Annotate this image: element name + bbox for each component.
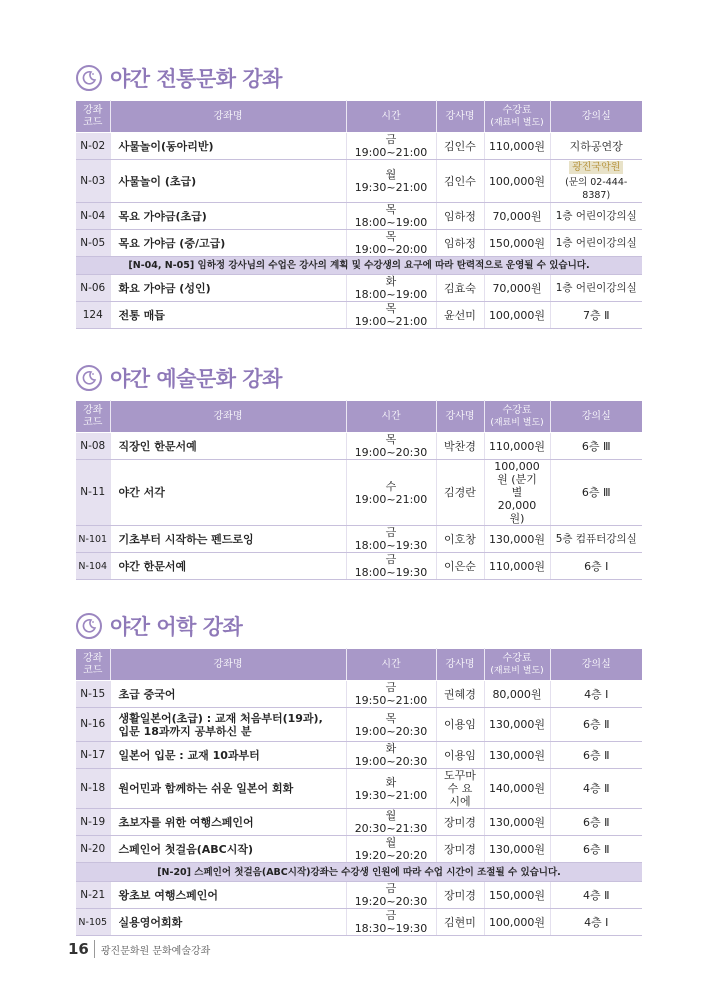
- section-header: [76, 360, 642, 396]
- course-teacher: 김효숙: [436, 275, 484, 302]
- course-teacher: 장미경: [436, 836, 484, 863]
- course-room: 6층 Ⅱ: [550, 836, 642, 863]
- course-code: N-06: [76, 275, 110, 302]
- course-time: 금 19:20~20:30: [346, 882, 436, 909]
- course-code: N-15: [76, 681, 110, 708]
- course-teacher: 박찬경: [436, 433, 484, 460]
- course-fee: 100,000원: [484, 302, 550, 329]
- course-code: N-104: [76, 553, 110, 580]
- course-fee: 110,000원: [484, 433, 550, 460]
- course-code: N-17: [76, 742, 110, 769]
- course-code: N-02: [76, 133, 110, 160]
- course-teacher: 임하정: [436, 203, 484, 230]
- course-fee: 110,000원: [484, 133, 550, 160]
- course-teacher: 김경란: [436, 460, 484, 526]
- course-room: 6층 Ⅱ: [550, 809, 642, 836]
- course-room: 4층 Ⅱ: [550, 769, 642, 809]
- table-row: [76, 708, 642, 742]
- course-code: N-11: [76, 460, 110, 526]
- course-name: 사물놀이(동아리반): [110, 133, 346, 160]
- course-time: 목 19:00~20:00: [346, 230, 436, 257]
- table-row: [76, 836, 642, 863]
- header-time: 시간: [346, 401, 436, 433]
- moon-icon: [76, 65, 102, 91]
- header-teacher: 강사명: [436, 101, 484, 133]
- course-code: 124: [76, 302, 110, 329]
- course-fee: 70,000원: [484, 275, 550, 302]
- header-time: 시간: [346, 101, 436, 133]
- course-time: 화 19:00~20:30: [346, 742, 436, 769]
- course-name: 사물놀이 (초급): [110, 160, 346, 203]
- table-row: [76, 160, 642, 203]
- course-name: 실용영어회화: [110, 909, 346, 936]
- course-table: [76, 648, 642, 936]
- course-table: [76, 100, 642, 329]
- course-time: 금 19:00~21:00: [346, 133, 436, 160]
- table-row: [76, 133, 642, 160]
- course-name: 초보자를 위한 여행스페인어: [110, 809, 346, 836]
- course-code: N-18: [76, 769, 110, 809]
- header-fee: 수강료 (재료비 별도): [484, 649, 550, 681]
- course-code: N-21: [76, 882, 110, 909]
- note-text: [N-20] 스페인어 첫걸음(ABC시작)강좌는 수강생 인원에 따라 수업 시간이 조절될 수 있습니다.: [76, 863, 642, 882]
- course-time: 금 18:30~19:30: [346, 909, 436, 936]
- course-teacher: 장미경: [436, 882, 484, 909]
- section-title: 야간 예술문화 강좌: [110, 367, 282, 391]
- table-row: [76, 681, 642, 708]
- note-row: [76, 257, 642, 275]
- header-room: 강의실: [550, 649, 642, 681]
- course-time: 금 19:50~21:00: [346, 681, 436, 708]
- course-time: 목 18:00~19:00: [346, 203, 436, 230]
- course-room: 1층 어린이강의실: [550, 203, 642, 230]
- section-traditional: [76, 60, 642, 329]
- header-fee: 수강료 (재료비 별도): [484, 101, 550, 133]
- table-row: [76, 230, 642, 257]
- course-room: 4층 Ⅰ: [550, 909, 642, 936]
- course-teacher: 김인수: [436, 133, 484, 160]
- header-name: 강좌명: [110, 401, 346, 433]
- course-teacher: 장미경: [436, 809, 484, 836]
- course-fee: 70,000원: [484, 203, 550, 230]
- course-code: N-04: [76, 203, 110, 230]
- course-code: N-19: [76, 809, 110, 836]
- course-name: 직장인 한문서예: [110, 433, 346, 460]
- course-teacher: 김인수: [436, 160, 484, 203]
- course-teacher: 권혜경: [436, 681, 484, 708]
- course-code: N-20: [76, 836, 110, 863]
- course-teacher: 윤선미: [436, 302, 484, 329]
- header-room: 강의실: [550, 401, 642, 433]
- course-name: 일본어 입문 : 교재 10과부터: [110, 742, 346, 769]
- course-time: 수 19:00~21:00: [346, 460, 436, 526]
- course-code: N-08: [76, 433, 110, 460]
- table-row: [76, 909, 642, 936]
- note-row: [76, 863, 642, 882]
- course-fee: 130,000원: [484, 809, 550, 836]
- course-teacher: 이용임: [436, 708, 484, 742]
- course-name: 야간 한문서예: [110, 553, 346, 580]
- room-phone: (문의 02-444-8387): [565, 177, 628, 201]
- course-time: 화 18:00~19:00: [346, 275, 436, 302]
- section-language: [76, 608, 642, 936]
- course-teacher: 이용임: [436, 742, 484, 769]
- course-fee: 100,000원: [484, 909, 550, 936]
- course-teacher: 이호창: [436, 526, 484, 553]
- header-time: 시간: [346, 649, 436, 681]
- course-room: 지하공연장: [550, 133, 642, 160]
- section-header: [76, 60, 642, 96]
- page-number: 16: [68, 940, 95, 958]
- course-fee: 150,000원: [484, 882, 550, 909]
- course-fee: 150,000원: [484, 230, 550, 257]
- header-code: 강좌 코드: [76, 649, 110, 681]
- course-fee: 130,000원: [484, 836, 550, 863]
- header-name: 강좌명: [110, 649, 346, 681]
- course-code: N-03: [76, 160, 110, 203]
- course-code: N-101: [76, 526, 110, 553]
- header-fee: 수강료 (재료비 별도): [484, 401, 550, 433]
- table-row: [76, 526, 642, 553]
- moon-icon: [76, 613, 102, 639]
- header-code: 강좌 코드: [76, 101, 110, 133]
- course-time: 금 18:00~19:30: [346, 526, 436, 553]
- course-teacher: 도꾸마수 요시에: [436, 769, 484, 809]
- course-time: 월 19:20~20:20: [346, 836, 436, 863]
- course-fee: 130,000원: [484, 708, 550, 742]
- footer-text: 광진문화원 문화예술강좌: [100, 945, 211, 957]
- course-time: 월 19:30~21:00: [346, 160, 436, 203]
- course-name: 스페인어 첫걸음(ABC시작): [110, 836, 346, 863]
- course-room: 6층 Ⅰ: [550, 553, 642, 580]
- course-room: 7층 Ⅱ: [550, 302, 642, 329]
- table-row: [76, 882, 642, 909]
- course-name: 전통 매듭: [110, 302, 346, 329]
- table-row: [76, 769, 642, 809]
- course-code: N-105: [76, 909, 110, 936]
- course-room: 1층 어린이강의실: [550, 230, 642, 257]
- section-arts: [76, 360, 642, 580]
- course-name: 생활일본어(초급) : 교재 처음부터(19과), 입문 18과까지 공부하신 분: [110, 708, 346, 742]
- course-room: 1층 어린이강의실: [550, 275, 642, 302]
- course-room: [550, 160, 642, 203]
- course-time: 목 19:00~20:30: [346, 708, 436, 742]
- course-fee: 130,000원: [484, 526, 550, 553]
- course-name: 목요 가야금(초급): [110, 203, 346, 230]
- course-fee: 140,000원: [484, 769, 550, 809]
- room-highlight: 광진국악원: [569, 161, 623, 174]
- note-text: [N-04, N-05] 임하정 강사님의 수업은 강사의 계획 및 수강생의 요구에 따라 탄력적으로 운영될 수 있습니다.: [76, 257, 642, 275]
- table-row: [76, 433, 642, 460]
- course-room: 6층 Ⅲ: [550, 460, 642, 526]
- course-room: 5층 컴퓨터강의실: [550, 526, 642, 553]
- course-fee: 100,000원: [484, 160, 550, 203]
- course-fee: 110,000원: [484, 553, 550, 580]
- course-code: N-16: [76, 708, 110, 742]
- table-row: [76, 553, 642, 580]
- course-fee: 130,000원: [484, 742, 550, 769]
- course-teacher: 이은순: [436, 553, 484, 580]
- course-fee: 80,000원: [484, 681, 550, 708]
- course-name: 왕초보 여행스페인어: [110, 882, 346, 909]
- course-name: 기초부터 시작하는 펜드로잉: [110, 526, 346, 553]
- table-row: [76, 742, 642, 769]
- header-code: 강좌 코드: [76, 401, 110, 433]
- course-code: N-05: [76, 230, 110, 257]
- course-room: 6층 Ⅱ: [550, 708, 642, 742]
- course-table: [76, 400, 642, 580]
- section-header: [76, 608, 642, 644]
- course-teacher: 김현미: [436, 909, 484, 936]
- table-row: [76, 203, 642, 230]
- course-room: 4층 Ⅱ: [550, 882, 642, 909]
- course-room: 6층 Ⅲ: [550, 433, 642, 460]
- course-time: 월 20:30~21:30: [346, 809, 436, 836]
- moon-icon: [76, 365, 102, 391]
- section-title: 야간 어학 강좌: [110, 615, 243, 639]
- header-name: 강좌명: [110, 101, 346, 133]
- course-name: 원어민과 함께하는 쉬운 일본어 회화: [110, 769, 346, 809]
- course-name: 화요 가야금 (성인): [110, 275, 346, 302]
- course-time: 목 19:00~20:30: [346, 433, 436, 460]
- course-name: 목요 가야금 (중/고급): [110, 230, 346, 257]
- course-fee: 100,000원 (분기별 20,000원): [484, 460, 550, 526]
- course-room: 4층 Ⅰ: [550, 681, 642, 708]
- course-name: 야간 서각: [110, 460, 346, 526]
- header-teacher: 강사명: [436, 401, 484, 433]
- course-teacher: 임하정: [436, 230, 484, 257]
- course-time: 목 19:00~21:00: [346, 302, 436, 329]
- table-row: [76, 460, 642, 526]
- table-row: [76, 275, 642, 302]
- header-room: 강의실: [550, 101, 642, 133]
- course-time: 화 19:30~21:00: [346, 769, 436, 809]
- table-row: [76, 809, 642, 836]
- page-footer: [68, 940, 210, 958]
- course-room: 6층 Ⅱ: [550, 742, 642, 769]
- course-name: 초급 중국어: [110, 681, 346, 708]
- course-time: 금 18:00~19:30: [346, 553, 436, 580]
- section-title: 야간 전통문화 강좌: [110, 67, 282, 91]
- header-teacher: 강사명: [436, 649, 484, 681]
- table-row: [76, 302, 642, 329]
